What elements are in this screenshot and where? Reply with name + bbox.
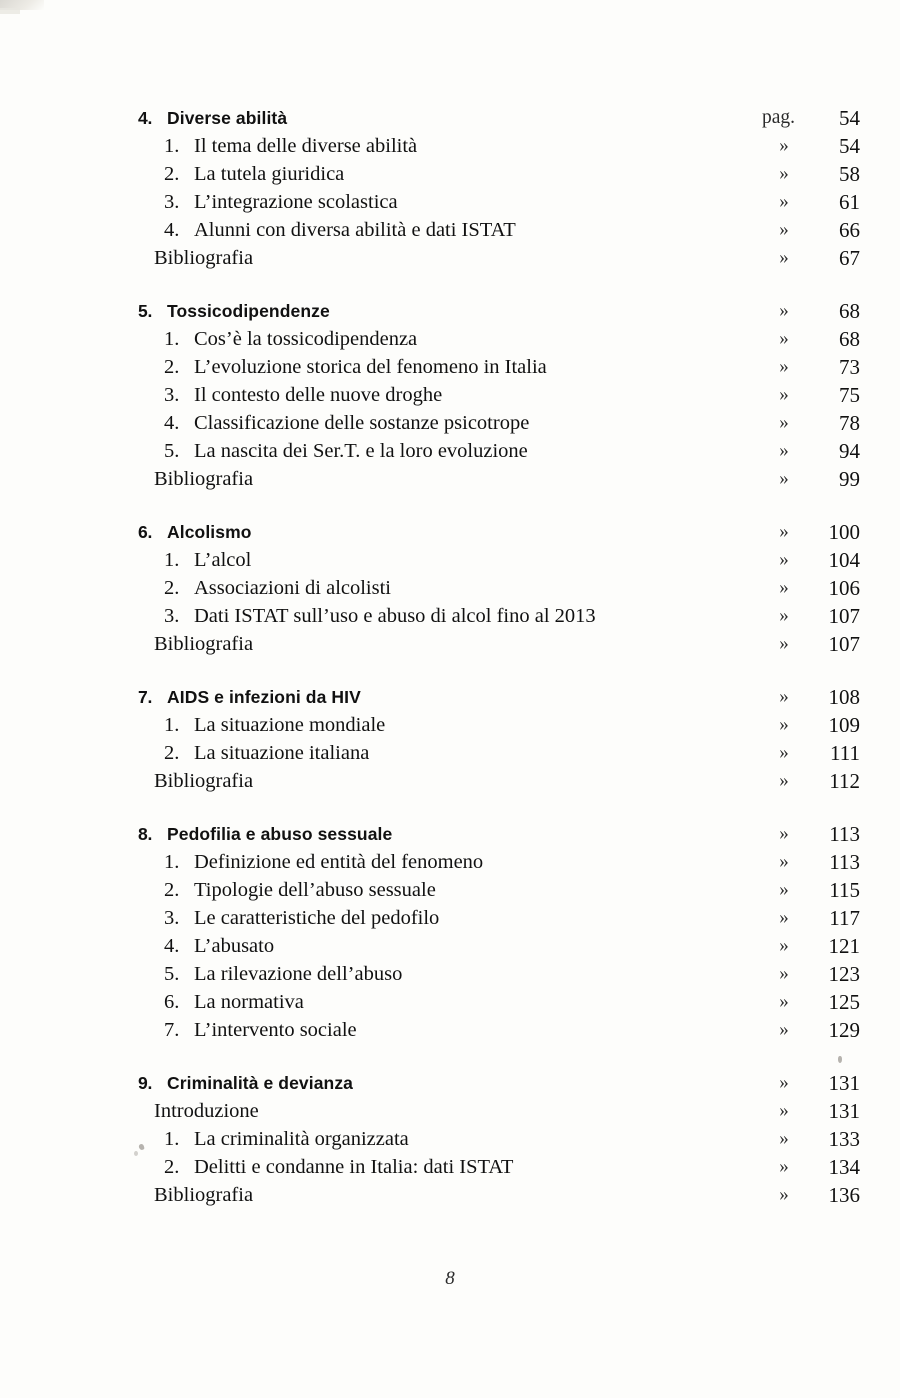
- toc-chapter-title: Diverse abilità: [167, 108, 288, 128]
- ditto-marker: »: [779, 135, 789, 156]
- ditto-marker: »: [779, 191, 789, 212]
- ditto-marker: »: [779, 633, 789, 654]
- toc-entry-row[interactable]: [0, 1016, 900, 1044]
- toc-entry-row[interactable]: [0, 848, 900, 876]
- ditto-marker: »: [779, 163, 789, 184]
- toc-chapter-row[interactable]: [0, 518, 900, 546]
- ditto-marker: »: [779, 823, 789, 844]
- ditto-marker: »: [779, 991, 789, 1012]
- toc-entry-title: Alunni con diversa abilità e dati ISTAT: [194, 219, 516, 241]
- toc-entry-row[interactable]: [0, 381, 900, 409]
- ditto-marker: »: [779, 1100, 789, 1121]
- toc-entry-page-number: 67: [839, 246, 860, 270]
- toc-chapter-row[interactable]: [0, 820, 900, 848]
- toc-entry-row[interactable]: [0, 188, 900, 216]
- toc-entry-row[interactable]: [0, 932, 900, 960]
- toc-entry-number: 2.: [164, 163, 180, 185]
- toc-entry-title: Il tema delle diverse abilità: [194, 135, 418, 157]
- toc-entry-number: 1.: [164, 714, 180, 736]
- toc-chapter-number: 8.: [138, 824, 153, 844]
- toc-entry-number: 4.: [164, 412, 180, 434]
- toc-entry-number: 4.: [164, 219, 180, 241]
- toc-entry-title: L’abusato: [194, 935, 275, 957]
- toc-entry-page-number: 99: [839, 467, 860, 491]
- toc-entry-number: 1.: [164, 328, 180, 350]
- toc-entry-page-number: 115: [829, 878, 860, 902]
- ditto-marker: »: [779, 1072, 789, 1093]
- toc-entry-number: 3.: [164, 384, 180, 406]
- toc-chapter-group: [0, 1069, 900, 1209]
- toc-section-title: Bibliografia: [154, 247, 254, 269]
- toc-entry-page-number: 113: [829, 850, 860, 874]
- toc-entry-title: La rilevazione dell’abuso: [194, 963, 403, 985]
- toc-chapter-group: [0, 820, 900, 1044]
- ditto-marker: »: [779, 440, 789, 461]
- toc-chapter-number: 5.: [138, 301, 153, 321]
- toc-entry-page-number: 111: [830, 741, 860, 765]
- toc-chapter-number: 7.: [138, 687, 153, 707]
- toc-entry-number: 7.: [164, 1019, 180, 1041]
- ditto-marker: »: [779, 219, 789, 240]
- toc-entry-page-number: 75: [839, 383, 860, 407]
- toc-entry-row[interactable]: [0, 711, 900, 739]
- toc-entry-title: La situazione mondiale: [194, 714, 386, 736]
- ditto-marker: »: [779, 879, 789, 900]
- toc-entry-row[interactable]: [0, 437, 900, 465]
- ditto-marker: »: [779, 714, 789, 735]
- toc-entry-page-number: 136: [828, 1183, 860, 1207]
- ditto-marker: »: [779, 468, 789, 489]
- toc-entry-title: Classificazione delle sostanze psicotrope: [194, 412, 530, 434]
- toc-section-title: Bibliografia: [154, 1184, 254, 1206]
- ditto-marker: »: [779, 907, 789, 928]
- toc-entry-page-number: 134: [828, 1155, 860, 1179]
- ditto-marker: »: [779, 851, 789, 872]
- page-column-header: pag.: [762, 107, 796, 128]
- page-folio-number: 8: [445, 1268, 455, 1289]
- toc-entry-title: L’evoluzione storica del fenomeno in Italia: [194, 356, 547, 378]
- toc-chapter-row[interactable]: [0, 683, 900, 711]
- toc-chapter-group: [0, 518, 900, 658]
- ditto-marker: »: [779, 1184, 789, 1205]
- toc-entry-page-number: 68: [839, 327, 860, 351]
- toc-entry-page-number: 58: [839, 162, 860, 186]
- toc-chapter-title: Pedofilia e abuso sessuale: [167, 824, 393, 844]
- toc-entry-title: L’intervento sociale: [194, 1019, 357, 1041]
- toc-entry-number: 3.: [164, 605, 180, 627]
- ditto-marker: »: [779, 328, 789, 349]
- toc-entry-title: La situazione italiana: [194, 742, 370, 764]
- toc-entry-row[interactable]: [0, 546, 900, 574]
- toc-section-title: Bibliografia: [154, 468, 254, 490]
- toc-entry-row[interactable]: [0, 409, 900, 437]
- toc-chapter-title: Tossicodipendenze: [167, 301, 330, 321]
- toc-entry-title: La nascita dei Ser.T. e la loro evoluzione: [194, 440, 528, 462]
- toc-entry-row[interactable]: [0, 353, 900, 381]
- toc-chapter-group: [0, 104, 900, 272]
- ditto-marker: »: [779, 384, 789, 405]
- toc-entry-page-number: 54: [839, 134, 860, 158]
- toc-chapter-page-number: 113: [829, 822, 860, 846]
- ditto-marker: »: [779, 1019, 789, 1040]
- toc-entry-title: La tutela giuridica: [194, 163, 345, 185]
- toc-entry-page-number: 109: [828, 713, 860, 737]
- toc-chapter-row[interactable]: [0, 1069, 900, 1097]
- toc-entry-number: 2.: [164, 742, 180, 764]
- toc-entry-row[interactable]: [0, 1153, 900, 1181]
- ditto-marker: »: [779, 577, 789, 598]
- toc-entry-row[interactable]: [0, 630, 900, 658]
- toc-entry-row[interactable]: [0, 960, 900, 988]
- toc-entry-title: Le caratteristiche del pedofilo: [194, 907, 440, 929]
- ditto-marker: »: [779, 686, 789, 707]
- toc-entry-page-number: 61: [839, 190, 860, 214]
- toc-entry-page-number: 66: [839, 218, 860, 242]
- toc-entry-page-number: 117: [829, 906, 860, 930]
- toc-entry-number: 2.: [164, 1156, 180, 1178]
- toc-chapter-group: [0, 297, 900, 493]
- toc-entry-title: La normativa: [194, 991, 304, 1013]
- toc-entry-page-number: 112: [829, 769, 860, 793]
- ditto-marker: »: [779, 412, 789, 433]
- toc-entry-row[interactable]: [0, 739, 900, 767]
- toc-section-title: Bibliografia: [154, 633, 254, 655]
- toc-entry-row[interactable]: [0, 574, 900, 602]
- toc-entry-row[interactable]: [0, 1125, 900, 1153]
- toc-entry-row[interactable]: [0, 132, 900, 160]
- toc-entry-title: La criminalità organizzata: [194, 1128, 409, 1150]
- toc-entry-title: Cos’è la tossicodipendenza: [194, 328, 418, 350]
- toc-entry-page-number: 121: [828, 934, 860, 958]
- toc-chapter-page-number: 68: [839, 299, 860, 323]
- toc-entry-row[interactable]: [0, 1097, 900, 1125]
- ditto-marker: »: [779, 605, 789, 626]
- toc-chapter-page-number: 54: [839, 106, 860, 130]
- toc-entry-row[interactable]: [0, 216, 900, 244]
- toc-entry-row[interactable]: [0, 160, 900, 188]
- toc-entry-number: 4.: [164, 935, 180, 957]
- ditto-marker: »: [779, 935, 789, 956]
- toc-entry-number: 3.: [164, 191, 180, 213]
- toc-chapter-number: 6.: [138, 522, 153, 542]
- ditto-marker: »: [779, 521, 789, 542]
- toc-chapter-number: 9.: [138, 1073, 153, 1093]
- toc-entry-row[interactable]: [0, 1181, 900, 1209]
- toc-entry-page-number: 131: [828, 1099, 860, 1123]
- toc-entry-row[interactable]: [0, 325, 900, 353]
- toc-entry-row[interactable]: [0, 876, 900, 904]
- toc-section-title: Introduzione: [154, 1100, 259, 1122]
- toc-entry-row[interactable]: [0, 465, 900, 493]
- toc-entry-page-number: 78: [839, 411, 860, 435]
- toc-entry-page-number: 129: [828, 1018, 860, 1042]
- ditto-marker: »: [779, 1128, 789, 1149]
- ditto-marker: »: [779, 356, 789, 377]
- ditto-marker: »: [779, 770, 789, 791]
- toc-entry-page-number: 73: [839, 355, 860, 379]
- toc-entry-page-number: 123: [828, 962, 860, 986]
- toc-chapter-page-number: 131: [828, 1071, 860, 1095]
- toc-entry-page-number: 104: [828, 548, 860, 572]
- ditto-marker: »: [779, 963, 789, 984]
- toc-entry-number: 1.: [164, 1128, 180, 1150]
- toc-entry-row[interactable]: [0, 904, 900, 932]
- toc-entry-row[interactable]: [0, 602, 900, 630]
- toc-entry-title: L’alcol: [194, 549, 252, 571]
- toc-entry-title: Definizione ed entità del fenomeno: [194, 851, 484, 873]
- toc-chapter-number: 4.: [138, 108, 153, 128]
- toc-chapter-group: [0, 683, 900, 795]
- toc-entry-title: Tipologie dell’abuso sessuale: [194, 879, 436, 901]
- toc-entry-title: Associazioni di alcolisti: [194, 577, 391, 599]
- ditto-marker: »: [779, 742, 789, 763]
- toc-chapter-page-number: 100: [828, 520, 860, 544]
- toc-entry-number: 3.: [164, 907, 180, 929]
- toc-chapter-page-number: 108: [828, 685, 860, 709]
- toc-entry-page-number: 107: [828, 604, 860, 628]
- toc-entry-row[interactable]: [0, 767, 900, 795]
- toc-entry-page-number: 106: [828, 576, 860, 600]
- toc-entry-page-number: 133: [828, 1127, 860, 1151]
- toc-entry-number: 2.: [164, 356, 180, 378]
- toc-chapter-title: Criminalità e devianza: [167, 1073, 354, 1093]
- ditto-marker: »: [779, 247, 789, 268]
- toc-entry-page-number: 107: [828, 632, 860, 656]
- toc-entry-page-number: 125: [828, 990, 860, 1014]
- ditto-marker: »: [779, 549, 789, 570]
- toc-entry-row[interactable]: [0, 244, 900, 272]
- toc-chapter-row[interactable]: [0, 104, 900, 132]
- toc-entry-title: Delitti e condanne in Italia: dati ISTAT: [194, 1156, 514, 1178]
- toc-entry-title: Dati ISTAT sull’uso e abuso di alcol fino al 2013: [194, 605, 596, 627]
- toc-chapter-title: Alcolismo: [167, 522, 252, 542]
- toc-entry-page-number: 94: [839, 439, 860, 463]
- toc-section-title: Bibliografia: [154, 770, 254, 792]
- toc-entry-number: 5.: [164, 963, 180, 985]
- toc-entry-number: 2.: [164, 879, 180, 901]
- toc-entry-title: L’integrazione scolastica: [194, 191, 398, 213]
- toc-entry-number: 5.: [164, 440, 180, 462]
- toc-entry-number: 1.: [164, 549, 180, 571]
- ditto-marker: »: [779, 300, 789, 321]
- toc-entry-number: 1.: [164, 135, 180, 157]
- toc-chapter-row[interactable]: [0, 297, 900, 325]
- toc-entry-number: 6.: [164, 991, 180, 1013]
- toc-entry-title: Il contesto delle nuove droghe: [194, 384, 443, 406]
- toc-entry-row[interactable]: [0, 988, 900, 1016]
- toc-chapter-title: AIDS e infezioni da HIV: [167, 687, 361, 707]
- toc-entry-number: 1.: [164, 851, 180, 873]
- ditto-marker: »: [779, 1156, 789, 1177]
- toc-entry-number: 2.: [164, 577, 180, 599]
